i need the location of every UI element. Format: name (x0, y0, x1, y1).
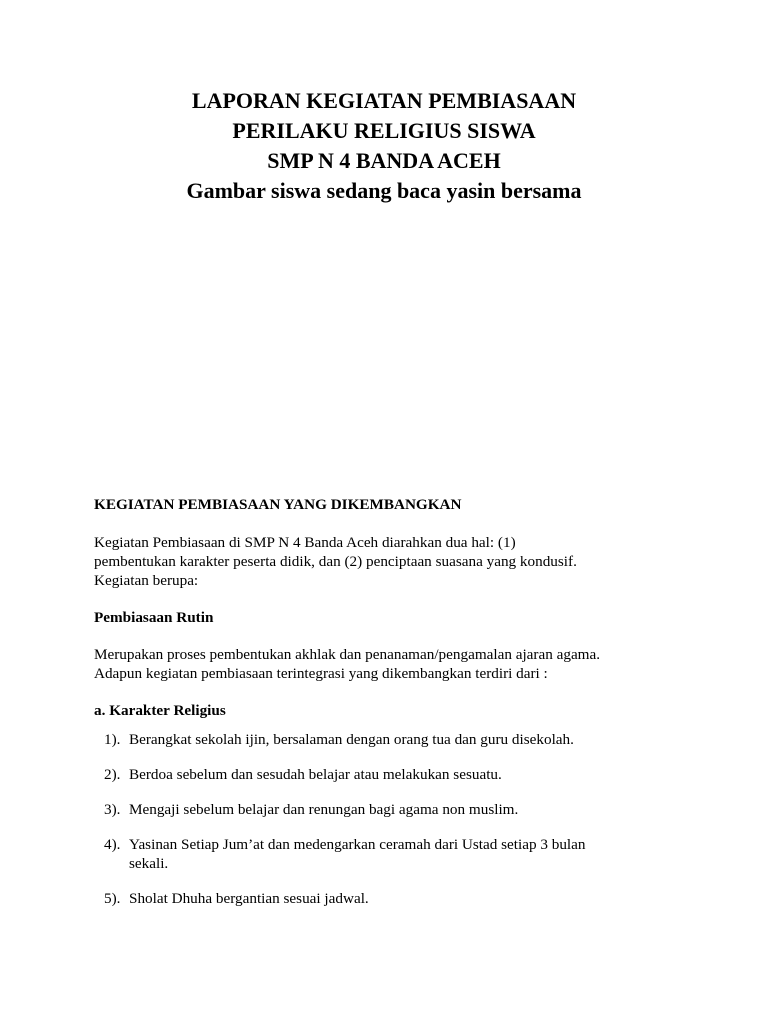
intro-paragraph (94, 533, 694, 590)
list-item-number: 4). (104, 836, 121, 853)
title-line-3: SMP N 4 BANDA ACEH (267, 148, 501, 173)
document-body (94, 495, 694, 720)
title-line-1: LAPORAN KEGIATAN PEMBIASAAN (191, 88, 577, 113)
karakter-list (104, 730, 704, 924)
rutin-paragraph (94, 645, 694, 683)
list-item-text (129, 835, 704, 873)
subheading-rutin: Pembiasaan Rutin (94, 609, 214, 626)
rutin-line-1: Merupakan proses pembentukan akhlak dan penanaman/pengamalan ajaran agama. (94, 646, 601, 663)
list-item-number: 5). (104, 890, 121, 907)
section-heading: KEGIATAN PEMBIASAAN YANG DIKEMBANGKAN (94, 496, 462, 513)
photo-placeholder (94, 212, 674, 482)
list-item (104, 889, 704, 908)
title-line-4: Gambar siswa sedang baca yasin bersama (186, 178, 582, 203)
list-item-text: Berdoa sebelum dan sesudah belajar atau melakukan sesuatu. (129, 766, 502, 783)
list-item (104, 800, 704, 819)
list-item-text-line-1: Yasinan Setiap Jum’at dan medengarkan ceramah dari Ustad setiap 3 bulan (129, 836, 586, 853)
list-item-text: Berangkat sekolah ijin, bersalaman dengan orang tua dan guru disekolah. (129, 731, 574, 748)
list-item-number: 1). (104, 731, 121, 748)
list-item-text: Sholat Dhuha bergantian sesuai jadwal. (129, 890, 369, 907)
list-item (104, 765, 704, 784)
title-line-2: PERILAKU RELIGIUS SISWA (232, 118, 536, 143)
list-item-text-line-2: sekali. (129, 855, 169, 872)
document-title (0, 86, 768, 206)
rutin-line-2: Adapun kegiatan pembiasaan terintegrasi yang dikembangkan terdiri dari : (94, 665, 548, 682)
intro-line-3: Kegiatan berupa: (94, 572, 199, 589)
subheading-karakter: a. Karakter Religius (94, 702, 226, 719)
list-item (104, 835, 704, 873)
list-item-number: 2). (104, 766, 121, 783)
list-item-number: 3). (104, 801, 121, 818)
intro-line-1: Kegiatan Pembiasaan di SMP N 4 Banda Aceh diarahkan dua hal: (1) (94, 534, 516, 551)
list-item-text: Mengaji sebelum belajar dan renungan bagi agama non muslim. (129, 801, 519, 818)
intro-line-2: pembentukan karakter peserta didik, dan (2) penciptaan suasana yang kondusif. (94, 553, 577, 570)
list-item (104, 730, 704, 749)
